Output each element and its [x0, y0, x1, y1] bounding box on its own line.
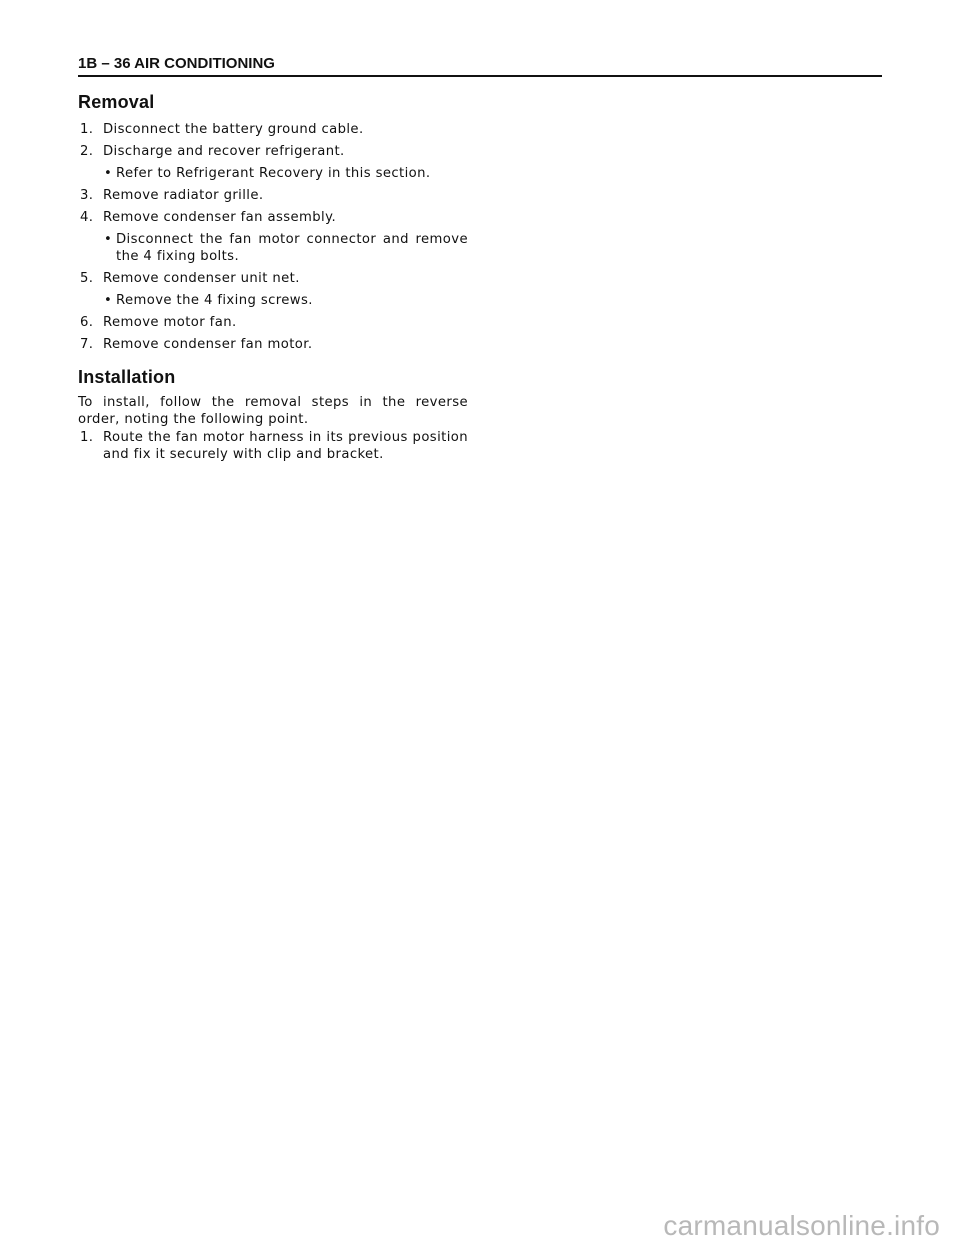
- step-number: 3.: [80, 188, 94, 203]
- removal-step-4-note: [78, 231, 468, 265]
- step-text: Remove condenser fan assembly.: [103, 210, 337, 225]
- removal-step-3: [78, 187, 468, 204]
- step-number: 2.: [80, 144, 94, 159]
- page-header-title: 1B – 36 AIR CONDITIONING: [78, 55, 275, 72]
- installation-heading: Installation: [78, 367, 176, 387]
- step-text: Disconnect the battery ground cable.: [103, 122, 364, 137]
- removal-step-7: [78, 336, 468, 353]
- step-number: 4.: [80, 210, 94, 225]
- step-text: Remove condenser unit net.: [103, 271, 300, 286]
- content-column: [78, 92, 468, 468]
- page-header: [78, 55, 882, 77]
- removal-step-4: [78, 209, 468, 226]
- bullet-text: Remove the 4 fixing screws.: [116, 293, 313, 308]
- step-text: Route the fan motor harness in its previous position and fix it securely with clip and bracket.: [103, 430, 468, 462]
- removal-step-2: [78, 143, 468, 160]
- bullet-icon: •: [104, 293, 113, 308]
- removal-step-2-note: [78, 165, 468, 182]
- bullet-icon: •: [104, 166, 113, 181]
- installation-intro: To install, follow the removal steps in the reverse order, noting the following point.: [78, 395, 468, 427]
- step-text: Remove motor fan.: [103, 315, 237, 330]
- installation-body: [78, 394, 468, 463]
- step-text: Remove condenser fan motor.: [103, 337, 313, 352]
- step-number: 5.: [80, 271, 94, 286]
- watermark-text: carmanualsonline.info: [663, 1210, 940, 1241]
- bullet-text: Disconnect the fan motor connector and remove the 4 fixing bolts.: [116, 232, 468, 264]
- removal-step-5: [78, 270, 468, 287]
- step-number: 1.: [80, 122, 94, 137]
- step-number: 6.: [80, 315, 94, 330]
- bullet-text: Refer to Refrigerant Recovery in this section.: [116, 166, 431, 181]
- installation-step-1: [78, 429, 468, 463]
- removal-step-1: [78, 121, 468, 138]
- removal-step-6: [78, 314, 468, 331]
- bullet-icon: •: [104, 232, 113, 247]
- watermark: [663, 1210, 940, 1242]
- step-text: Remove radiator grille.: [103, 188, 264, 203]
- removal-heading: Removal: [78, 92, 155, 112]
- removal-step-5-note: [78, 292, 468, 309]
- removal-steps: [78, 121, 468, 353]
- step-number: 1.: [80, 430, 94, 445]
- step-number: 7.: [80, 337, 94, 352]
- step-text: Discharge and recover refrigerant.: [103, 144, 345, 159]
